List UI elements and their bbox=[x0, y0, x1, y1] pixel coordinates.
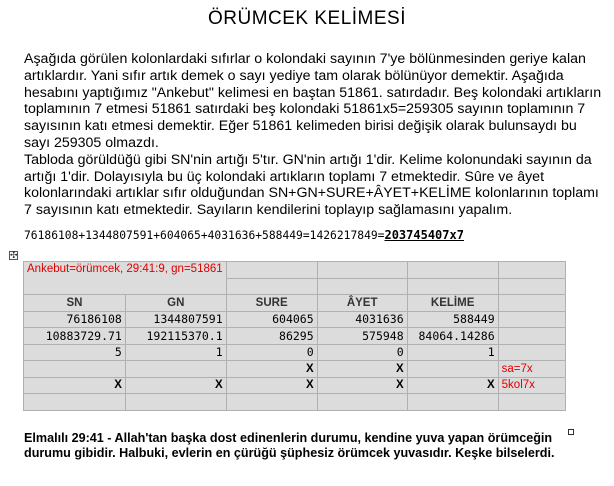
table-cell: 76186108 bbox=[24, 311, 126, 328]
quote-text: Elmalılı 29:41 - Allah'tan başka dost edinenlerin durumu, kendine yuva yapan örümceğin durumu gibidir. Halbuki, evlerin en çürüğü şüphesiz örümcek yuvasıdır. Keşke bilselerdi. bbox=[24, 431, 555, 460]
table-cell: 1 bbox=[125, 344, 226, 361]
table-cell bbox=[498, 262, 565, 279]
note-cell: Ankebut=örümcek, 29:41:9, gn=51861 bbox=[24, 262, 227, 295]
table-cell: X bbox=[226, 377, 317, 394]
table-cell: 4031636 bbox=[317, 311, 407, 328]
table-cell: X bbox=[317, 361, 407, 378]
table-cell bbox=[498, 311, 565, 328]
table-cell: 0 bbox=[317, 344, 407, 361]
table-cell bbox=[317, 262, 407, 279]
header-sn: SN bbox=[24, 295, 126, 312]
table-cell: 10883729.71 bbox=[24, 328, 126, 345]
table-cell bbox=[407, 361, 498, 378]
table-cell bbox=[407, 278, 498, 295]
table-cell: X bbox=[125, 377, 226, 394]
move-cross-icon[interactable]: ✣ bbox=[10, 250, 18, 260]
table-row bbox=[24, 328, 566, 345]
table-cell bbox=[125, 394, 226, 411]
document-title: ÖRÜMCEK KELİMESİ bbox=[207, 8, 407, 29]
header-extra bbox=[498, 295, 565, 312]
table-cell bbox=[317, 394, 407, 411]
table-row bbox=[24, 377, 566, 394]
table-cell: 0 bbox=[226, 344, 317, 361]
table-row bbox=[24, 344, 566, 361]
body-text bbox=[24, 51, 602, 219]
table-cell: sa=7x bbox=[498, 361, 565, 378]
header-ayet: ÂYET bbox=[317, 295, 407, 312]
table-cell bbox=[125, 361, 226, 378]
table-cell: 604065 bbox=[226, 311, 317, 328]
sum-line bbox=[24, 228, 464, 242]
table-cell bbox=[24, 394, 126, 411]
table-cell bbox=[498, 328, 565, 345]
table-cell: 1 bbox=[407, 344, 498, 361]
table-cell: 5kol7x bbox=[498, 377, 565, 394]
table-cell bbox=[226, 394, 317, 411]
table-row bbox=[24, 262, 566, 279]
sum-expression: 76186108+1344807591+604065+4031636+588449=1426217849= bbox=[24, 229, 385, 242]
header-sure: SURE bbox=[226, 295, 317, 312]
table-cell bbox=[24, 361, 126, 378]
table-cell: 1344807591 bbox=[125, 311, 226, 328]
table-cell: 84064.14286 bbox=[407, 328, 498, 345]
table-cell: X bbox=[24, 377, 126, 394]
table-row bbox=[24, 394, 566, 411]
table-cell bbox=[498, 278, 565, 295]
table-row bbox=[24, 361, 566, 378]
header-row bbox=[24, 295, 566, 312]
table-cell: X bbox=[317, 377, 407, 394]
table-cell: 575948 bbox=[317, 328, 407, 345]
table-cell: 588449 bbox=[407, 311, 498, 328]
header-kelime: KELİME bbox=[407, 295, 498, 312]
table-cell: 5 bbox=[24, 344, 126, 361]
paragraph-1: Aşağıda görülen kolonlardaki sıfırlar o kolondaki sayının 7'ye bölünmesinden geriye kalan artıklardır. Yani sıfır artık demek o sayı yediye tam olarak bölünüyor demektir. Aşağıda hesabını yaptığımız "Ankebut" kelimesi en baştan 51861. satırdadır. Beş kolondaki artıkların toplamının 7 etmesi 51861 satırdaki beş kolondaki 51861x5=259305 sayının toplamının 7 sayısının katı etmesi demektir. Eğer 51861 kelimeden birisi değişik olarak bulunsaydı bu sayı 259305 olmazdı. bbox=[24, 51, 602, 151]
header-gn: GN bbox=[125, 295, 226, 312]
table-cell: X bbox=[407, 377, 498, 394]
table-cell bbox=[407, 262, 498, 279]
table-cell bbox=[498, 344, 565, 361]
table-cell bbox=[407, 394, 498, 411]
table-cell bbox=[226, 262, 317, 279]
table-cell: 192115370.1 bbox=[125, 328, 226, 345]
table-row bbox=[24, 311, 566, 328]
table-cell bbox=[226, 278, 317, 295]
paragraph-2: Tabloda görüldüğü gibi SN'nin artığı 5'tır. GN'nin artığı 1'dir. Kelime kolonundaki sayının da artığı 1'dir. Dolayısıyla bu üç kolondaki artıkların toplamı 7 etmektedir. Sûre ve âyet kolonlarındaki artıklar sıfır olduğundan SN+GN+SURE+ÂYET+KELİME kolonlarının toplamı 7 sayısının katı etmektedir. Sayıların kendilerini toplayıp sağlamasını yapalım. bbox=[24, 151, 599, 219]
calculation-table bbox=[23, 261, 566, 411]
table-cell: 86295 bbox=[226, 328, 317, 345]
sum-result: 203745407x7 bbox=[384, 228, 464, 242]
table-cell bbox=[498, 394, 565, 411]
table-cell: X bbox=[226, 361, 317, 378]
table-cell bbox=[317, 278, 407, 295]
